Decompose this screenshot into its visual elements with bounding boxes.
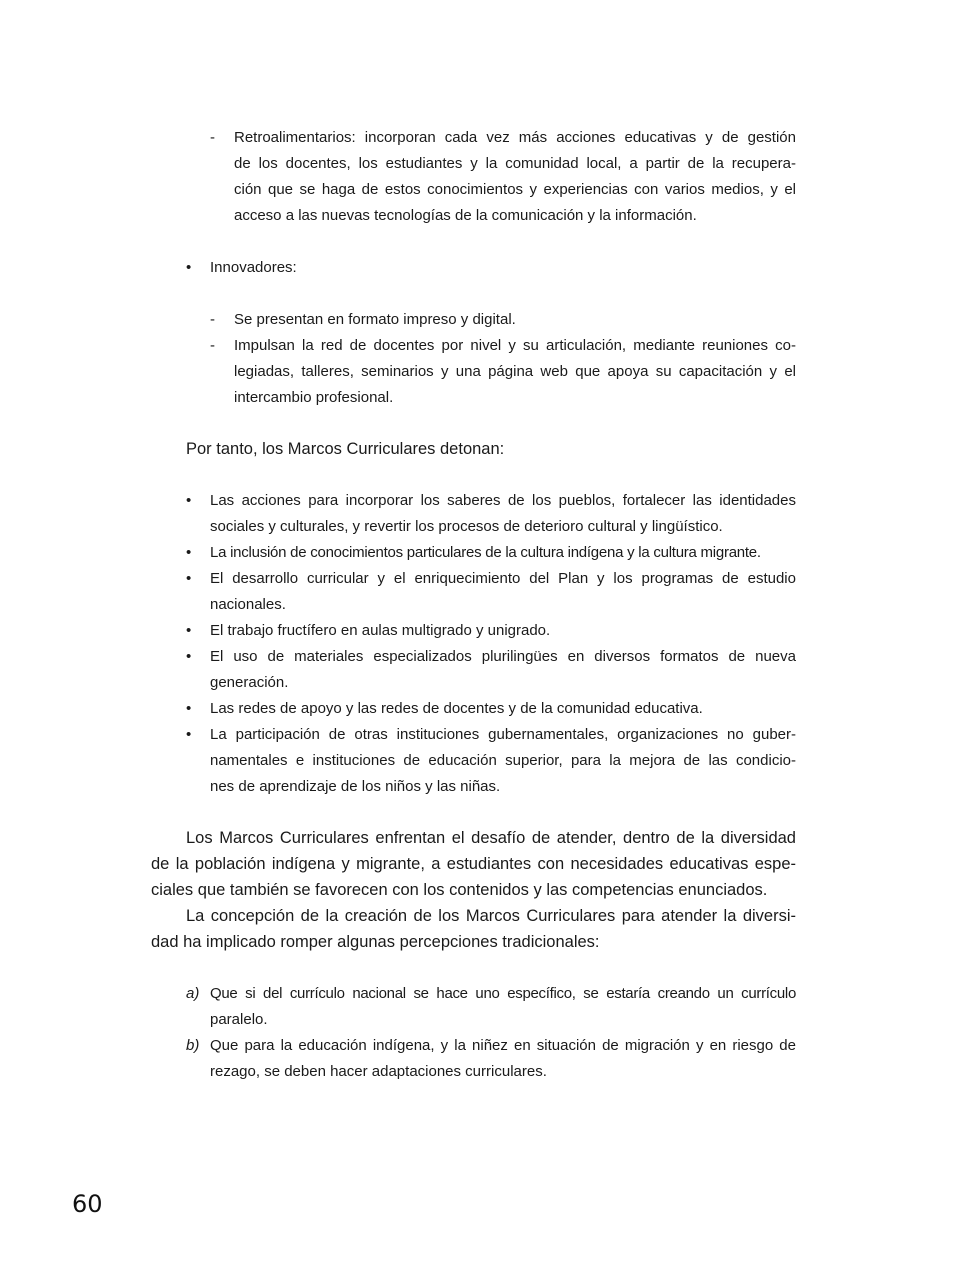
text-line: Innovadores: [210,259,297,276]
text-line: La inclusión de conocimientos particulares de la cultura indígena y la cultura migrante. [210,544,761,561]
dash-marker: - [210,337,215,354]
text-line: de los docentes, los estudiantes y la comunidad local, a partir de la recupera- [234,155,796,172]
text-line: nacionales. [210,596,286,613]
page-number: 60 [72,1190,103,1218]
dash-marker: - [210,311,215,328]
text-line: nes de aprendizaje de los niños y las niñas. [210,778,501,795]
text-line: ciales que también se favorecen con los contenidos y las competencias enunciados. [151,881,768,899]
text-line: El trabajo fructífero en aulas multigrado y unigrado. [210,622,551,639]
text-line: El desarrollo curricular y el enriquecimiento del Plan y los programas de estudio [210,570,796,587]
text-line: El uso de materiales especializados plurilingües en diversos formatos de nueva [210,648,796,665]
text-line: La participación de otras instituciones gubernamentales, organizaciones no guber- [210,726,796,743]
text-line: Retroalimentarios: incorporan cada vez más acciones educativas y de gestión [234,129,796,146]
bullet-marker: • [186,648,192,665]
text-line: intercambio profesional. [234,389,394,406]
text-line: Las redes de apoyo y las redes de docentes y de la comunidad educativa. [210,700,703,717]
text-line: Se presentan en formato impreso y digital. [234,311,516,328]
bullet-marker: • [186,570,192,587]
text-line: acceso a las nuevas tecnologías de la comunicación y la información. [234,207,697,224]
text-line: rezago, se deben hacer adaptaciones curriculares. [210,1063,547,1080]
dash-marker: - [210,129,215,146]
bullet-marker: • [186,492,192,509]
text-line: La concepción de la creación de los Marcos Curriculares para atender la diversi- [186,907,796,925]
text-line: sociales y culturales, y revertir los procesos de deterioro cultural y lingüístico. [210,518,723,535]
text-line: generación. [210,674,289,691]
text-line: namentales e instituciones de educación superior, para la mejora de las condicio- [210,752,796,769]
item-label: b) [186,1037,200,1054]
bullet-marker: • [186,544,192,561]
text-line: Que para la educación indígena, y la niñez en situación de migración y en riesgo de [210,1037,796,1054]
bullet-marker: • [186,259,192,276]
text-line: ción que se haga de estos conocimientos y experiencias con varios medios, y el [234,181,796,198]
text-line: dad ha implicado romper algunas percepciones tradicionales: [151,933,600,951]
text-line: legiadas, talleres, seminarios y una página web que apoya su capacitación y el [234,363,796,380]
text-line: Los Marcos Curriculares enfrentan el desafío de atender, dentro de la diversidad [186,829,796,847]
text-line: paralelo. [210,1011,268,1028]
text-line: Que si del currículo nacional se hace uno específico, se estaría creando un currículo [210,985,796,1002]
text-line: de la población indígena y migrante, a estudiantes con necesidades educativas espe- [151,855,796,873]
text-line: Por tanto, los Marcos Curriculares detonan: [186,440,505,458]
text-line: Impulsan la red de docentes por nivel y su articulación, mediante reuniones co- [234,337,796,354]
item-label: a) [186,985,200,1002]
bullet-marker: • [186,700,192,717]
bullet-marker: • [186,726,192,743]
bullet-marker: • [186,622,192,639]
text-line: Las acciones para incorporar los saberes de los pueblos, fortalecer las identidades [210,492,796,509]
